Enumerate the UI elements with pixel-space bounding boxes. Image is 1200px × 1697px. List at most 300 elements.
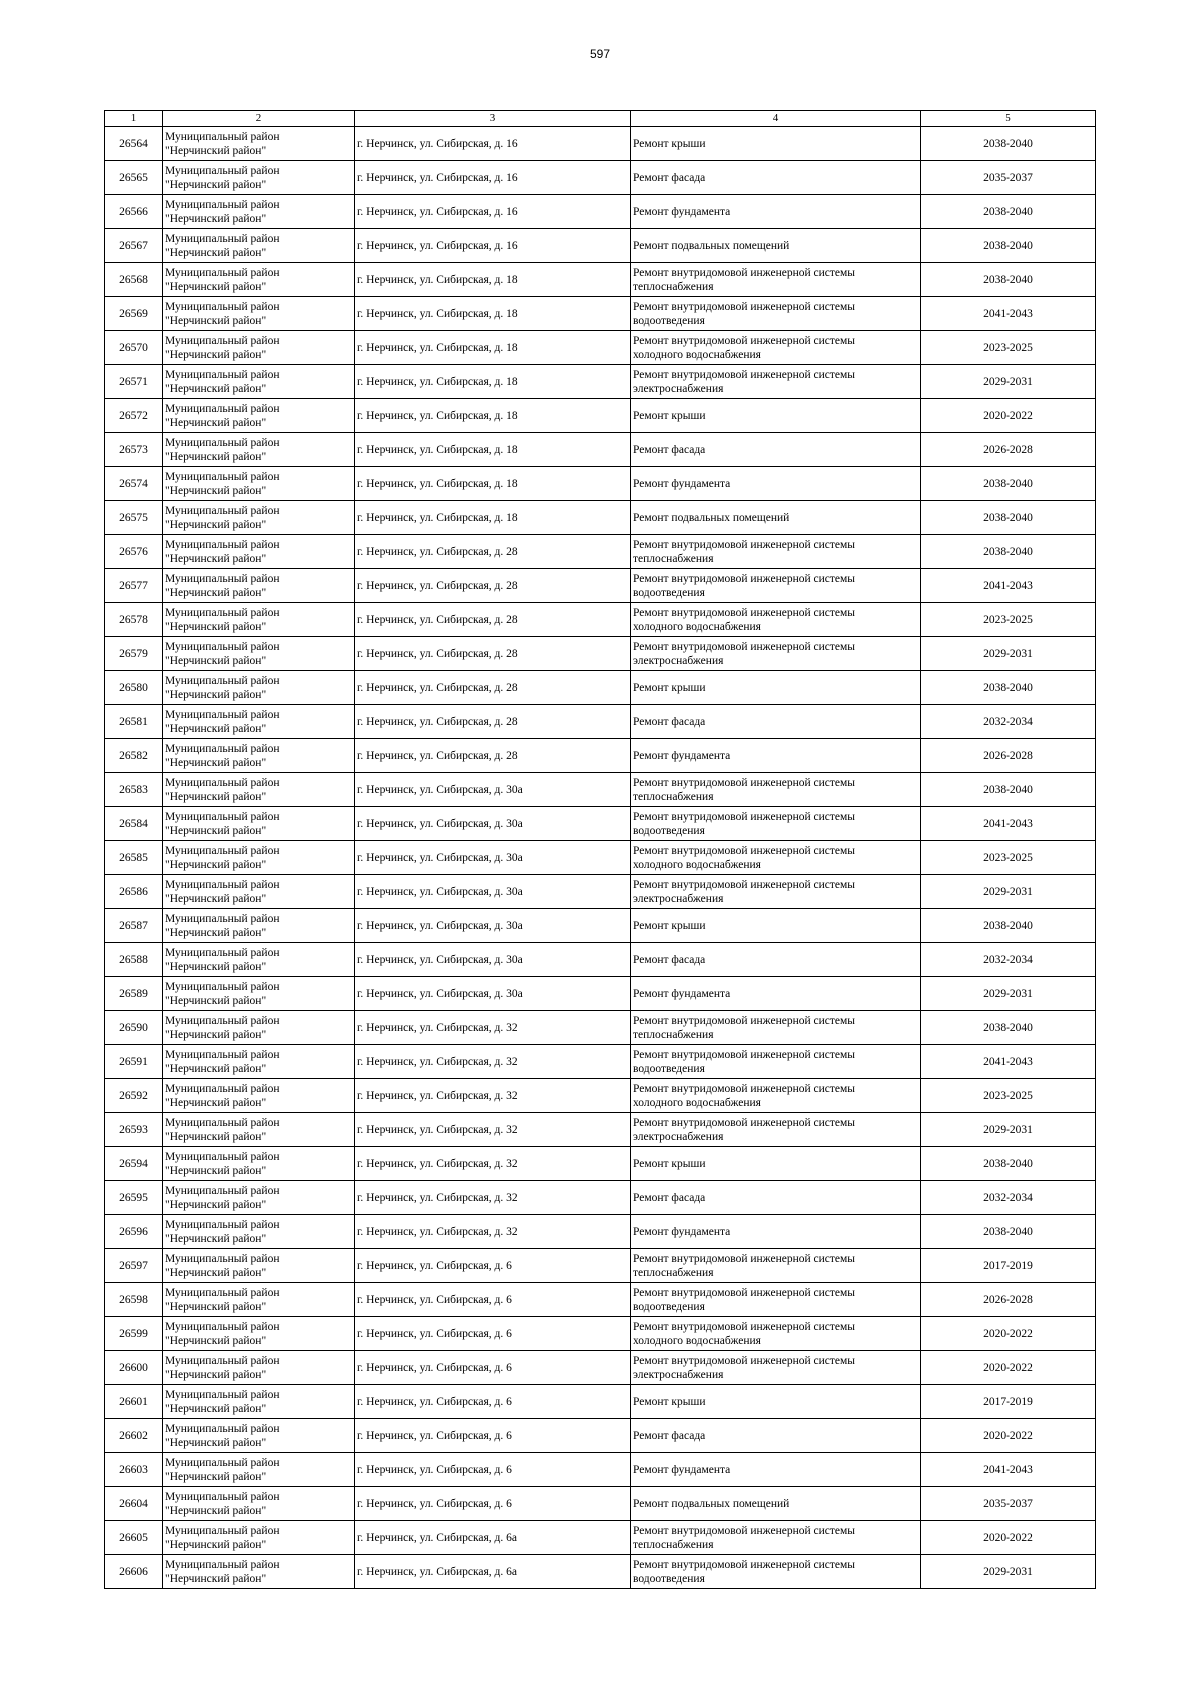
address-cell: г. Нерчинск, ул. Сибирская, д. 6 xyxy=(355,1249,631,1283)
municipality-line: "Нерчинский район" xyxy=(165,756,267,769)
municipality-line: "Нерчинский район" xyxy=(165,722,267,735)
period-cell: 2035-2037 xyxy=(921,1487,1096,1521)
table-row xyxy=(105,1113,1096,1147)
record-number: 26578 xyxy=(105,603,163,637)
address-cell: г. Нерчинск, ул. Сибирская, д. 18 xyxy=(355,297,631,331)
record-number: 26598 xyxy=(105,1283,163,1317)
municipality-cell xyxy=(163,1351,355,1385)
work-type-line: водоотведения xyxy=(633,1062,705,1075)
work-type-line: водоотведения xyxy=(633,1300,705,1313)
work-type-line: Ремонт внутридомовой инженерной системы xyxy=(633,1116,856,1129)
municipality-line: Муниципальный район xyxy=(165,810,280,823)
municipality-cell xyxy=(163,875,355,909)
table-row xyxy=(105,773,1096,807)
address-cell: г. Нерчинск, ул. Сибирская, д. 6 xyxy=(355,1487,631,1521)
record-number: 26588 xyxy=(105,943,163,977)
municipality-line: Муниципальный район xyxy=(165,1252,280,1265)
table-row xyxy=(105,569,1096,603)
record-number: 26574 xyxy=(105,467,163,501)
record-number: 26579 xyxy=(105,637,163,671)
municipality-line: Муниципальный район xyxy=(165,368,280,381)
work-type-cell xyxy=(631,1317,921,1351)
municipality-cell xyxy=(163,1215,355,1249)
period-cell: 2038-2040 xyxy=(921,263,1096,297)
work-type-line: Ремонт крыши xyxy=(633,1395,706,1408)
period-cell: 2041-2043 xyxy=(921,1045,1096,1079)
work-type-cell xyxy=(631,535,921,569)
work-type-line: Ремонт внутридомовой инженерной системы xyxy=(633,572,856,585)
address-cell: г. Нерчинск, ул. Сибирская, д. 32 xyxy=(355,1113,631,1147)
work-type-cell xyxy=(631,1045,921,1079)
record-number: 26595 xyxy=(105,1181,163,1215)
period-cell: 2038-2040 xyxy=(921,535,1096,569)
municipality-line: Муниципальный район xyxy=(165,640,280,653)
municipality-line: "Нерчинский район" xyxy=(165,1368,267,1381)
work-type-cell xyxy=(631,433,921,467)
work-type-line: Ремонт фасада xyxy=(633,443,706,456)
work-type-line: Ремонт фасада xyxy=(633,1191,706,1204)
address-cell: г. Нерчинск, ул. Сибирская, д. 28 xyxy=(355,705,631,739)
municipality-cell xyxy=(163,569,355,603)
table-row xyxy=(105,365,1096,399)
municipality-cell xyxy=(163,331,355,365)
work-type-line: Ремонт фундамента xyxy=(633,749,731,762)
municipality-cell xyxy=(163,467,355,501)
work-type-line: Ремонт внутридомовой инженерной системы xyxy=(633,810,856,823)
municipality-line: Муниципальный район xyxy=(165,742,280,755)
municipality-line: Муниципальный район xyxy=(165,1286,280,1299)
table-row xyxy=(105,1011,1096,1045)
municipality-line: Муниципальный район xyxy=(165,1524,280,1537)
work-type-cell xyxy=(631,1555,921,1589)
address-cell: г. Нерчинск, ул. Сибирская, д. 30а xyxy=(355,909,631,943)
period-cell: 2029-2031 xyxy=(921,365,1096,399)
work-type-line: Ремонт внутридомовой инженерной системы xyxy=(633,334,856,347)
municipality-line: Муниципальный район xyxy=(165,1558,280,1571)
work-type-line: электроснабжения xyxy=(633,1368,724,1381)
work-type-line: холодного водоснабжения xyxy=(633,620,761,633)
work-type-line: водоотведения xyxy=(633,1572,705,1585)
municipality-line: "Нерчинский район" xyxy=(165,790,267,803)
table-row xyxy=(105,1555,1096,1589)
period-cell: 2029-2031 xyxy=(921,1555,1096,1589)
work-type-cell xyxy=(631,637,921,671)
table-row xyxy=(105,1521,1096,1555)
work-type-cell xyxy=(631,739,921,773)
municipality-cell xyxy=(163,841,355,875)
record-number: 26568 xyxy=(105,263,163,297)
column-header-5: 5 xyxy=(921,111,1096,127)
work-type-cell xyxy=(631,365,921,399)
work-type-cell xyxy=(631,1521,921,1555)
municipality-line: "Нерчинский район" xyxy=(165,1232,267,1245)
municipality-line: Муниципальный район xyxy=(165,1354,280,1367)
municipality-line: "Нерчинский район" xyxy=(165,824,267,837)
work-type-cell xyxy=(631,467,921,501)
address-cell: г. Нерчинск, ул. Сибирская, д. 18 xyxy=(355,399,631,433)
table-row xyxy=(105,1487,1096,1521)
municipality-line: Муниципальный район xyxy=(165,1422,280,1435)
work-type-cell xyxy=(631,1419,921,1453)
work-type-line: Ремонт крыши xyxy=(633,919,706,932)
municipality-line: Муниципальный район xyxy=(165,436,280,449)
address-cell: г. Нерчинск, ул. Сибирская, д. 18 xyxy=(355,331,631,365)
address-cell: г. Нерчинск, ул. Сибирская, д. 6 xyxy=(355,1453,631,1487)
work-type-line: Ремонт внутридомовой инженерной системы xyxy=(633,1524,856,1537)
municipality-cell xyxy=(163,773,355,807)
municipality-line: "Нерчинский район" xyxy=(165,586,267,599)
table-row xyxy=(105,535,1096,569)
municipality-cell xyxy=(163,739,355,773)
table-row xyxy=(105,705,1096,739)
table-row xyxy=(105,297,1096,331)
table-row xyxy=(105,739,1096,773)
work-type-line: Ремонт крыши xyxy=(633,1157,706,1170)
municipality-line: Муниципальный район xyxy=(165,402,280,415)
address-cell: г. Нерчинск, ул. Сибирская, д. 28 xyxy=(355,535,631,569)
address-cell: г. Нерчинск, ул. Сибирская, д. 30а xyxy=(355,943,631,977)
municipality-line: Муниципальный район xyxy=(165,1014,280,1027)
table-row xyxy=(105,399,1096,433)
work-type-line: холодного водоснабжения xyxy=(633,1096,761,1109)
work-type-line: Ремонт внутридомовой инженерной системы xyxy=(633,640,856,653)
municipality-line: "Нерчинский район" xyxy=(165,960,267,973)
period-cell: 2038-2040 xyxy=(921,467,1096,501)
work-type-line: Ремонт внутридомовой инженерной системы xyxy=(633,1252,856,1265)
municipality-line: Муниципальный район xyxy=(165,1116,280,1129)
period-cell: 2041-2043 xyxy=(921,807,1096,841)
municipality-line: "Нерчинский район" xyxy=(165,1266,267,1279)
address-cell: г. Нерчинск, ул. Сибирская, д. 18 xyxy=(355,263,631,297)
municipality-line: Муниципальный район xyxy=(165,912,280,925)
municipality-line: "Нерчинский район" xyxy=(165,1436,267,1449)
period-cell: 2020-2022 xyxy=(921,399,1096,433)
work-type-line: водоотведения xyxy=(633,314,705,327)
period-cell: 2029-2031 xyxy=(921,637,1096,671)
period-cell: 2023-2025 xyxy=(921,331,1096,365)
municipality-cell xyxy=(163,1147,355,1181)
municipality-line: "Нерчинский район" xyxy=(165,1300,267,1313)
table-row xyxy=(105,1283,1096,1317)
table-row xyxy=(105,841,1096,875)
work-type-cell xyxy=(631,229,921,263)
record-number: 26594 xyxy=(105,1147,163,1181)
work-type-line: Ремонт внутридомовой инженерной системы xyxy=(633,538,856,551)
municipality-line: "Нерчинский район" xyxy=(165,1402,267,1415)
work-type-line: холодного водоснабжения xyxy=(633,1334,761,1347)
work-type-line: Ремонт фасада xyxy=(633,715,706,728)
municipality-cell xyxy=(163,1249,355,1283)
work-type-cell xyxy=(631,1385,921,1419)
work-type-cell xyxy=(631,127,921,161)
municipality-cell xyxy=(163,1079,355,1113)
work-type-cell xyxy=(631,1283,921,1317)
table-row xyxy=(105,671,1096,705)
page-number: 597 xyxy=(589,47,611,61)
address-cell: г. Нерчинск, ул. Сибирская, д. 18 xyxy=(355,365,631,399)
address-cell: г. Нерчинск, ул. Сибирская, д. 30а xyxy=(355,841,631,875)
work-type-line: Ремонт фундамента xyxy=(633,205,731,218)
address-cell: г. Нерчинск, ул. Сибирская, д. 30а xyxy=(355,875,631,909)
table-row xyxy=(105,1385,1096,1419)
work-type-cell xyxy=(631,1011,921,1045)
municipality-line: Муниципальный район xyxy=(165,504,280,517)
record-number: 26565 xyxy=(105,161,163,195)
municipality-cell xyxy=(163,705,355,739)
period-cell: 2032-2034 xyxy=(921,1181,1096,1215)
work-type-line: электроснабжения xyxy=(633,382,724,395)
repair-schedule-table xyxy=(104,110,1096,1589)
work-type-cell xyxy=(631,297,921,331)
work-type-line: холодного водоснабжения xyxy=(633,348,761,361)
table-row xyxy=(105,1079,1096,1113)
municipality-line: Муниципальный район xyxy=(165,164,280,177)
municipality-line: Муниципальный район xyxy=(165,1320,280,1333)
period-cell: 2035-2037 xyxy=(921,161,1096,195)
municipality-cell xyxy=(163,1419,355,1453)
municipality-line: "Нерчинский район" xyxy=(165,552,267,565)
period-cell: 2029-2031 xyxy=(921,977,1096,1011)
address-cell: г. Нерчинск, ул. Сибирская, д. 16 xyxy=(355,195,631,229)
municipality-cell xyxy=(163,603,355,637)
work-type-line: Ремонт внутридомовой инженерной системы xyxy=(633,1048,856,1061)
record-number: 26573 xyxy=(105,433,163,467)
municipality-line: Муниципальный район xyxy=(165,946,280,959)
municipality-line: "Нерчинский район" xyxy=(165,1130,267,1143)
address-cell: г. Нерчинск, ул. Сибирская, д. 16 xyxy=(355,127,631,161)
record-number: 26593 xyxy=(105,1113,163,1147)
municipality-cell xyxy=(163,977,355,1011)
municipality-line: Муниципальный район xyxy=(165,1490,280,1503)
record-number: 26605 xyxy=(105,1521,163,1555)
municipality-cell xyxy=(163,1283,355,1317)
work-type-cell xyxy=(631,1487,921,1521)
period-cell: 2041-2043 xyxy=(921,297,1096,331)
municipality-line: "Нерчинский район" xyxy=(165,178,267,191)
work-type-line: Ремонт внутридомовой инженерной системы xyxy=(633,1354,856,1367)
period-cell: 2023-2025 xyxy=(921,841,1096,875)
period-cell: 2023-2025 xyxy=(921,603,1096,637)
record-number: 26592 xyxy=(105,1079,163,1113)
work-type-cell xyxy=(631,943,921,977)
work-type-cell xyxy=(631,1113,921,1147)
record-number: 26567 xyxy=(105,229,163,263)
municipality-cell xyxy=(163,1011,355,1045)
work-type-line: Ремонт внутридомовой инженерной системы xyxy=(633,266,856,279)
table-row xyxy=(105,1215,1096,1249)
municipality-line: "Нерчинский район" xyxy=(165,1062,267,1075)
municipality-cell xyxy=(163,535,355,569)
work-type-line: Ремонт крыши xyxy=(633,137,706,150)
address-cell: г. Нерчинск, ул. Сибирская, д. 16 xyxy=(355,161,631,195)
municipality-line: "Нерчинский район" xyxy=(165,1538,267,1551)
period-cell: 2017-2019 xyxy=(921,1249,1096,1283)
municipality-cell xyxy=(163,127,355,161)
period-cell: 2038-2040 xyxy=(921,773,1096,807)
work-type-line: Ремонт фасада xyxy=(633,1429,706,1442)
municipality-cell xyxy=(163,909,355,943)
municipality-line: Муниципальный район xyxy=(165,130,280,143)
table-row xyxy=(105,1181,1096,1215)
municipality-cell xyxy=(163,297,355,331)
table-row xyxy=(105,501,1096,535)
column-header-4: 4 xyxy=(631,111,921,127)
work-type-line: Ремонт фундамента xyxy=(633,477,731,490)
work-type-cell xyxy=(631,671,921,705)
work-type-line: электроснабжения xyxy=(633,654,724,667)
table-row xyxy=(105,263,1096,297)
record-number: 26564 xyxy=(105,127,163,161)
address-cell: г. Нерчинск, ул. Сибирская, д. 6 xyxy=(355,1283,631,1317)
header-row xyxy=(105,111,1096,127)
municipality-cell xyxy=(163,195,355,229)
record-number: 26599 xyxy=(105,1317,163,1351)
work-type-line: теплоснабжения xyxy=(633,552,714,565)
work-type-cell xyxy=(631,195,921,229)
address-cell: г. Нерчинск, ул. Сибирская, д. 28 xyxy=(355,603,631,637)
address-cell: г. Нерчинск, ул. Сибирская, д. 18 xyxy=(355,467,631,501)
record-number: 26583 xyxy=(105,773,163,807)
municipality-line: "Нерчинский район" xyxy=(165,382,267,395)
address-cell: г. Нерчинск, ул. Сибирская, д. 30а xyxy=(355,807,631,841)
municipality-line: Муниципальный район xyxy=(165,674,280,687)
column-header-3: 3 xyxy=(355,111,631,127)
period-cell: 2026-2028 xyxy=(921,433,1096,467)
municipality-cell xyxy=(163,1521,355,1555)
address-cell: г. Нерчинск, ул. Сибирская, д. 6 xyxy=(355,1351,631,1385)
address-cell: г. Нерчинск, ул. Сибирская, д. 6а xyxy=(355,1555,631,1589)
table-row xyxy=(105,807,1096,841)
period-cell: 2023-2025 xyxy=(921,1079,1096,1113)
municipality-line: Муниципальный район xyxy=(165,708,280,721)
period-cell: 2038-2040 xyxy=(921,1011,1096,1045)
period-cell: 2026-2028 xyxy=(921,1283,1096,1317)
municipality-line: "Нерчинский район" xyxy=(165,1504,267,1517)
municipality-line: "Нерчинский район" xyxy=(165,246,267,259)
work-type-cell xyxy=(631,705,921,739)
address-cell: г. Нерчинск, ул. Сибирская, д. 16 xyxy=(355,229,631,263)
work-type-line: Ремонт внутридомовой инженерной системы xyxy=(633,606,856,619)
work-type-line: Ремонт фундамента xyxy=(633,987,731,1000)
record-number: 26570 xyxy=(105,331,163,365)
address-cell: г. Нерчинск, ул. Сибирская, д. 32 xyxy=(355,1181,631,1215)
municipality-line: "Нерчинский район" xyxy=(165,484,267,497)
municipality-line: "Нерчинский район" xyxy=(165,858,267,871)
municipality-line: "Нерчинский район" xyxy=(165,450,267,463)
record-number: 26585 xyxy=(105,841,163,875)
work-type-line: теплоснабжения xyxy=(633,1028,714,1041)
work-type-line: Ремонт подвальных помещений xyxy=(633,239,790,252)
municipality-line: "Нерчинский район" xyxy=(165,144,267,157)
record-number: 26584 xyxy=(105,807,163,841)
work-type-cell xyxy=(631,807,921,841)
work-type-cell xyxy=(631,263,921,297)
table-row xyxy=(105,943,1096,977)
column-header-2: 2 xyxy=(163,111,355,127)
municipality-cell xyxy=(163,433,355,467)
period-cell: 2020-2022 xyxy=(921,1419,1096,1453)
period-cell: 2038-2040 xyxy=(921,1147,1096,1181)
work-type-line: Ремонт внутридомовой инженерной системы xyxy=(633,1082,856,1095)
record-number: 26582 xyxy=(105,739,163,773)
municipality-cell xyxy=(163,1045,355,1079)
work-type-cell xyxy=(631,1249,921,1283)
work-type-cell xyxy=(631,773,921,807)
work-type-cell xyxy=(631,1215,921,1249)
period-cell: 2032-2034 xyxy=(921,943,1096,977)
period-cell: 2041-2043 xyxy=(921,1453,1096,1487)
municipality-line: "Нерчинский район" xyxy=(165,416,267,429)
municipality-line: Муниципальный район xyxy=(165,1456,280,1469)
municipality-cell xyxy=(163,229,355,263)
address-cell: г. Нерчинск, ул. Сибирская, д. 28 xyxy=(355,637,631,671)
municipality-line: "Нерчинский район" xyxy=(165,280,267,293)
municipality-cell xyxy=(163,1555,355,1589)
address-cell: г. Нерчинск, ул. Сибирская, д. 28 xyxy=(355,569,631,603)
record-number: 26602 xyxy=(105,1419,163,1453)
municipality-line: Муниципальный район xyxy=(165,980,280,993)
period-cell: 2017-2019 xyxy=(921,1385,1096,1419)
municipality-line: "Нерчинский район" xyxy=(165,1096,267,1109)
municipality-cell xyxy=(163,1453,355,1487)
municipality-line: Муниципальный район xyxy=(165,1218,280,1231)
municipality-line: Муниципальный район xyxy=(165,1388,280,1401)
work-type-line: теплоснабжения xyxy=(633,280,714,293)
table-row xyxy=(105,1453,1096,1487)
table-row xyxy=(105,909,1096,943)
work-type-line: Ремонт внутридомовой инженерной системы xyxy=(633,1320,856,1333)
address-cell: г. Нерчинск, ул. Сибирская, д. 32 xyxy=(355,1215,631,1249)
municipality-line: Муниципальный район xyxy=(165,606,280,619)
work-type-line: Ремонт фасада xyxy=(633,171,706,184)
work-type-line: Ремонт подвальных помещений xyxy=(633,1497,790,1510)
record-number: 26596 xyxy=(105,1215,163,1249)
work-type-line: Ремонт подвальных помещений xyxy=(633,511,790,524)
municipality-cell xyxy=(163,501,355,535)
table-row xyxy=(105,331,1096,365)
municipality-line: "Нерчинский район" xyxy=(165,212,267,225)
column-header-1: 1 xyxy=(105,111,163,127)
municipality-line: Муниципальный район xyxy=(165,844,280,857)
work-type-cell xyxy=(631,1453,921,1487)
work-type-cell xyxy=(631,977,921,1011)
work-type-cell xyxy=(631,875,921,909)
work-type-line: Ремонт внутридомовой инженерной системы xyxy=(633,878,856,891)
work-type-line: Ремонт внутридомовой инженерной системы xyxy=(633,1286,856,1299)
record-number: 26569 xyxy=(105,297,163,331)
municipality-line: Муниципальный район xyxy=(165,1150,280,1163)
municipality-line: "Нерчинский район" xyxy=(165,348,267,361)
table-row xyxy=(105,229,1096,263)
period-cell: 2020-2022 xyxy=(921,1317,1096,1351)
record-number: 26587 xyxy=(105,909,163,943)
record-number: 26566 xyxy=(105,195,163,229)
address-cell: г. Нерчинск, ул. Сибирская, д. 6 xyxy=(355,1419,631,1453)
municipality-line: Муниципальный район xyxy=(165,538,280,551)
period-cell: 2029-2031 xyxy=(921,875,1096,909)
record-number: 26590 xyxy=(105,1011,163,1045)
address-cell: г. Нерчинск, ул. Сибирская, д. 6 xyxy=(355,1317,631,1351)
period-cell: 2020-2022 xyxy=(921,1351,1096,1385)
record-number: 26600 xyxy=(105,1351,163,1385)
address-cell: г. Нерчинск, ул. Сибирская, д. 32 xyxy=(355,1011,631,1045)
address-cell: г. Нерчинск, ул. Сибирская, д. 18 xyxy=(355,501,631,535)
municipality-cell xyxy=(163,637,355,671)
table-row xyxy=(105,467,1096,501)
work-type-cell xyxy=(631,331,921,365)
work-type-line: Ремонт крыши xyxy=(633,681,706,694)
table-row xyxy=(105,127,1096,161)
